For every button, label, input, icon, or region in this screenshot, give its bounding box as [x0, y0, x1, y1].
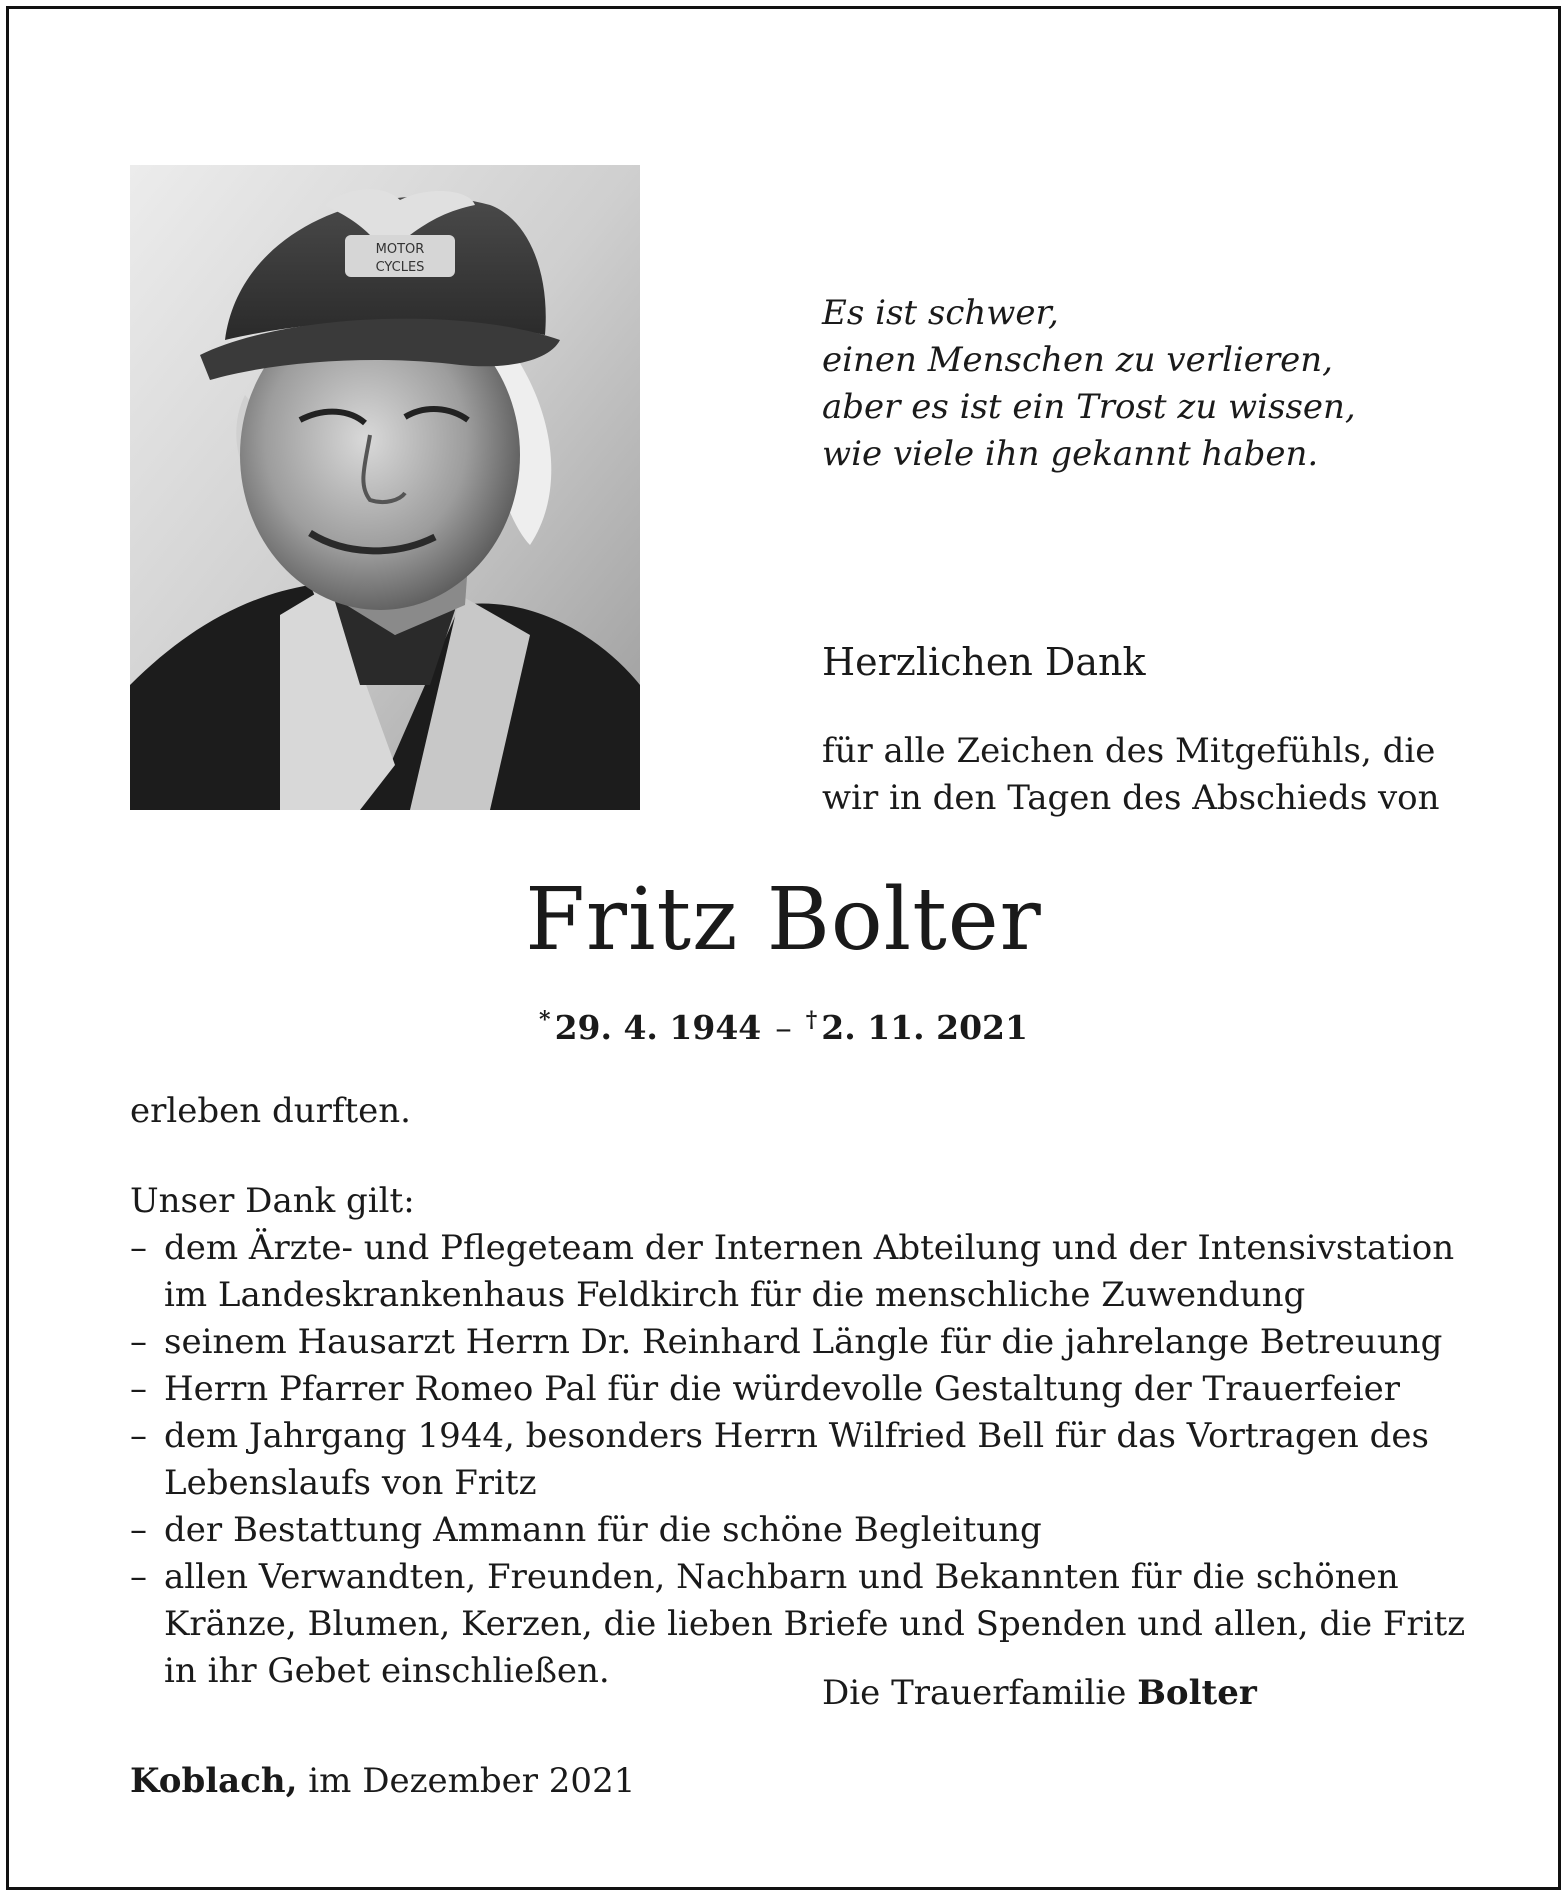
closing-line: erleben durften. [130, 1091, 411, 1131]
list-item [130, 1225, 1455, 1319]
list-item-line: – seinem Hausarzt Herrn Dr. Reinhard Längle für die jahrelange Betreuung [164, 1322, 1443, 1362]
cap-text-top: MOTOR [375, 242, 425, 257]
life-dates [0, 996, 1567, 1052]
list-item [130, 1366, 1437, 1413]
intro-line: wir in den Tagen des Abschieds von [822, 778, 1440, 818]
thanks-list [130, 1225, 1466, 1695]
quote-line: aber es ist ein Trost zu wissen, [822, 387, 1356, 427]
intro-line: für alle Zeichen des Mitgefühls, die [822, 731, 1436, 771]
list-item-line: – dem Jahrgang 1944, besonders Herrn Wilfried Bell für das Vortragen des [164, 1416, 1429, 1456]
place-date [130, 1758, 635, 1805]
list-item-line: – allen Verwandten, Freunden, Nachbarn und Bekannten für die schönen [164, 1557, 1399, 1597]
list-item [130, 1413, 1437, 1507]
list-item-line: – dem Ärzte- und Pflegeteam der Internen Abteilung und der Intensivstation [164, 1228, 1455, 1268]
memorial-quote [822, 290, 1522, 478]
list-item-line: – Herrn Pfarrer Romeo Pal für die würdevolle Gestaltung der Trauerfeier [164, 1369, 1400, 1409]
birth-date: 29. 4. 1944 [554, 1008, 762, 1047]
list-item-line: in ihr Gebet einschließen. [164, 1651, 610, 1691]
list-item [130, 1319, 1443, 1366]
thanks-list-heading: Unser Dank gilt: [130, 1181, 415, 1221]
thanks-heading: Herzlichen Dank [822, 640, 1146, 684]
list-item-line: – der Bestattung Ammann für die schöne Begleitung [164, 1510, 1042, 1550]
death-date: 2. 11. 2021 [821, 1008, 1028, 1047]
death-symbol: † [805, 1007, 818, 1033]
quote-line: Es ist schwer, [822, 293, 1059, 333]
town-name: Koblach, [130, 1761, 298, 1801]
list-item-line: im Landeskrankenhaus Feldkirch für die menschliche Zuwendung [164, 1275, 1306, 1315]
portrait-photo [130, 165, 640, 810]
list-item-line: Lebenslaufs von Fritz [164, 1463, 537, 1503]
date-separator: – [775, 1008, 792, 1047]
family-signature [822, 1670, 1257, 1717]
publication-date: im Dezember 2021 [308, 1761, 636, 1801]
list-item-line: Kränze, Blumen, Kerzen, die lieben Briefe und Spenden und allen, die Fritz [164, 1604, 1466, 1644]
intro-text [822, 728, 1522, 822]
signature-prefix: Die Trauerfamilie [822, 1673, 1127, 1713]
quote-line: einen Menschen zu verlieren, [822, 340, 1333, 380]
birth-symbol: * [539, 1007, 551, 1033]
cap-text-bottom: CYCLES [375, 260, 425, 275]
deceased-name: Fritz Bolter [525, 870, 1042, 970]
family-name: Bolter [1137, 1673, 1257, 1713]
quote-line: wie viele ihn gekannt haben. [822, 434, 1319, 474]
list-item [130, 1507, 1437, 1554]
